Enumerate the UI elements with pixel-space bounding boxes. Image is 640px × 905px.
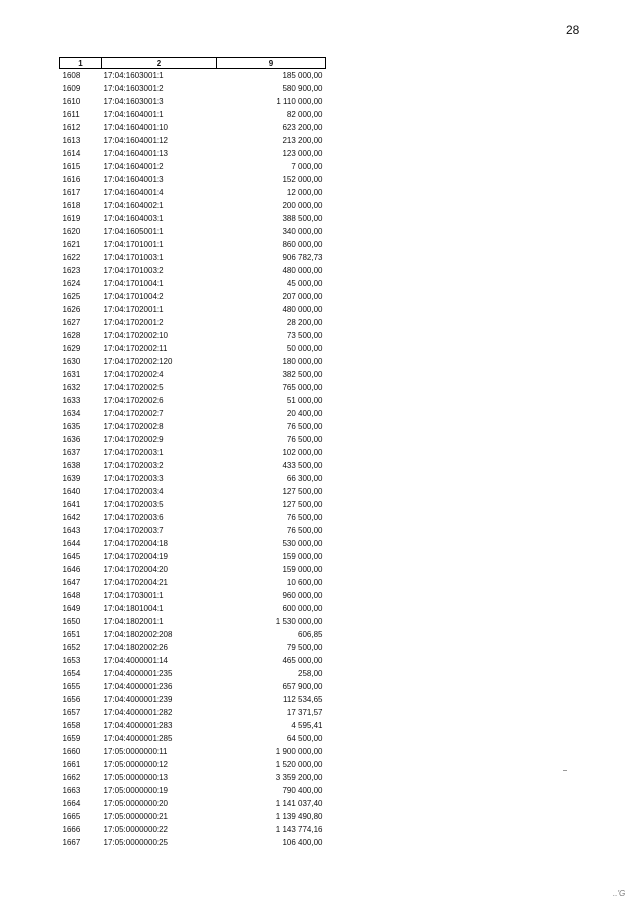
table-row — [60, 368, 326, 381]
value: 185 000,00 — [282, 71, 323, 80]
cadastral-number: 17:05:0000000:25 — [103, 838, 169, 847]
cadastral-number: 17:04:1802002:26 — [103, 643, 169, 652]
cadastral-number: 17:04:1702001:1 — [103, 305, 164, 314]
row-number: 1611 — [62, 110, 80, 119]
value: 180 000,00 — [282, 357, 323, 366]
cadastral-number: 17:04:1702003:2 — [103, 461, 164, 470]
table-row — [60, 537, 326, 550]
value: 1 143 774,16 — [275, 825, 323, 834]
table-row — [60, 381, 326, 394]
cadastral-number: 17:04:1702002:11 — [103, 344, 168, 353]
cadastral-number: 17:04:4000001:282 — [103, 708, 173, 717]
table-row — [60, 407, 326, 420]
table-row — [60, 446, 326, 459]
row-number: 1641 — [62, 500, 81, 509]
table-row — [60, 290, 326, 303]
table-row — [60, 199, 326, 212]
table-row — [60, 394, 326, 407]
row-number: 1663 — [62, 786, 81, 795]
header-col-9: 9 — [217, 58, 326, 69]
row-number: 1666 — [62, 825, 81, 834]
value: 82 000,00 — [286, 110, 323, 119]
row-number: 1662 — [62, 773, 81, 782]
value: 860 000,00 — [282, 240, 323, 249]
value: 1 110 000,00 — [276, 97, 323, 106]
value: 606,85 — [298, 630, 323, 639]
cadastral-number: 17:04:1603001:1 — [103, 71, 164, 80]
table-row — [60, 576, 326, 589]
value: 12 000,00 — [286, 188, 323, 197]
table-row — [60, 667, 326, 680]
value: 530 000,00 — [282, 539, 323, 548]
cadastral-number: 17:04:1603001:2 — [103, 84, 164, 93]
value: 207 000,00 — [282, 292, 323, 301]
row-number: 1626 — [62, 305, 81, 314]
cadastral-number: 17:04:1604002:1 — [103, 201, 164, 210]
value: 765 000,00 — [282, 383, 323, 392]
table-row — [60, 758, 326, 771]
cadastral-number: 17:04:1604001:4 — [103, 188, 164, 197]
cadastral-number: 17:04:1802002:208 — [103, 630, 173, 639]
cadastral-number: 17:04:1701003:2 — [103, 266, 164, 275]
table-row — [60, 355, 326, 368]
cadastral-number: 17:04:1702004:21 — [103, 578, 169, 587]
value: 20 400,00 — [286, 409, 323, 418]
table-row — [60, 615, 326, 628]
row-number: 1612 — [62, 123, 81, 132]
table-row — [60, 797, 326, 810]
table-row — [60, 524, 326, 537]
table-row — [60, 316, 326, 329]
row-number: 1614 — [62, 149, 81, 158]
row-number: 1633 — [62, 396, 81, 405]
stray-mark — [563, 770, 567, 771]
cadastral-number: 17:05:0000000:22 — [103, 825, 169, 834]
row-number: 1631 — [62, 370, 81, 379]
value: 790 400,00 — [282, 786, 323, 795]
row-number: 1619 — [62, 214, 81, 223]
cadastral-number: 17:05:0000000:20 — [103, 799, 169, 808]
value: 76 500,00 — [286, 422, 323, 431]
row-number: 1610 — [62, 97, 81, 106]
value: 102 000,00 — [282, 448, 323, 457]
row-number: 1657 — [62, 708, 81, 717]
cadastral-number: 17:04:1702002:7 — [103, 409, 164, 418]
cadastral-number: 17:04:1604003:1 — [103, 214, 164, 223]
cadastral-number: 17:04:1702002:6 — [103, 396, 164, 405]
table-row — [60, 485, 326, 498]
value: 600 000,00 — [282, 604, 323, 613]
table-row — [60, 680, 326, 693]
value: 213 200,00 — [282, 136, 323, 145]
table-row — [60, 563, 326, 576]
cadastral-number: 17:04:1702003:6 — [103, 513, 164, 522]
row-number: 1660 — [62, 747, 81, 756]
cadastral-number: 17:04:1604001:1 — [103, 110, 164, 119]
value: 388 500,00 — [282, 214, 323, 223]
row-number: 1648 — [62, 591, 81, 600]
header-col-1: 1 — [60, 58, 102, 69]
table-row — [60, 498, 326, 511]
cadastral-number: 17:04:1701004:2 — [103, 292, 164, 301]
cadastral-number: 17:04:4000001:14 — [103, 656, 169, 665]
row-number: 1659 — [62, 734, 81, 743]
table-row — [60, 706, 326, 719]
row-number: 1625 — [62, 292, 81, 301]
cadastral-number: 17:04:1604001:2 — [103, 162, 164, 171]
table-row — [60, 836, 326, 849]
table-row — [60, 810, 326, 823]
page-number: 28 — [566, 23, 580, 37]
cadastral-number: 17:05:0000000:21 — [103, 812, 169, 821]
table-row — [60, 459, 326, 472]
value: 480 000,00 — [282, 305, 323, 314]
value: 1 139 490,80 — [275, 812, 323, 821]
cadastral-number: 17:04:1802001:1 — [103, 617, 164, 626]
value: 1 141 037,40 — [275, 799, 323, 808]
cadastral-number: 17:05:0000000:12 — [103, 760, 169, 769]
cadastral-number: 17:04:1702004:18 — [103, 539, 169, 548]
cadastral-number: 17:04:1702003:7 — [103, 526, 164, 535]
value: 73 500,00 — [286, 331, 323, 340]
row-number: 1644 — [62, 539, 81, 548]
value: 906 782,73 — [282, 253, 323, 262]
row-number: 1628 — [62, 331, 81, 340]
cadastral-number: 17:04:4000001:236 — [103, 682, 173, 691]
value: 340 000,00 — [282, 227, 323, 236]
cadastral-number: 17:04:1701004:1 — [103, 279, 164, 288]
cadastral-number: 17:05:0000000:11 — [103, 747, 168, 756]
value: 64 500,00 — [286, 734, 323, 743]
value: 657 900,00 — [282, 682, 323, 691]
value: 433 500,00 — [282, 461, 323, 470]
table-row — [60, 186, 326, 199]
row-number: 1608 — [62, 71, 81, 80]
row-number: 1621 — [62, 240, 81, 249]
row-number: 1653 — [62, 656, 81, 665]
data-table — [59, 57, 326, 849]
value: 960 000,00 — [282, 591, 323, 600]
cadastral-number: 17:04:1702002:120 — [103, 357, 173, 366]
cadastral-number: 17:04:4000001:235 — [103, 669, 173, 678]
cadastral-number: 17:04:1702004:19 — [103, 552, 169, 561]
row-number: 1630 — [62, 357, 81, 366]
row-number: 1634 — [62, 409, 81, 418]
row-number: 1639 — [62, 474, 81, 483]
row-number: 1652 — [62, 643, 81, 652]
value: 1 900 000,00 — [275, 747, 323, 756]
row-number: 1618 — [62, 201, 81, 210]
table-row — [60, 121, 326, 134]
row-number: 1627 — [62, 318, 81, 327]
value: 123 000,00 — [282, 149, 323, 158]
cadastral-number: 17:04:1702001:2 — [103, 318, 164, 327]
value: 159 000,00 — [282, 565, 323, 574]
row-number: 1635 — [62, 422, 81, 431]
row-number: 1620 — [62, 227, 81, 236]
row-number: 1646 — [62, 565, 81, 574]
cadastral-number: 17:04:1801004:1 — [103, 604, 164, 613]
value: 106 400,00 — [282, 838, 323, 847]
header-col-2: 2 — [102, 58, 217, 69]
value: 127 500,00 — [282, 487, 323, 496]
row-number: 1623 — [62, 266, 81, 275]
cadastral-number: 17:04:1604001:10 — [103, 123, 169, 132]
cadastral-number: 17:05:0000000:13 — [103, 773, 169, 782]
value: 127 500,00 — [282, 500, 323, 509]
row-number: 1655 — [62, 682, 81, 691]
row-number: 1622 — [62, 253, 81, 262]
table-row — [60, 511, 326, 524]
cadastral-number: 17:04:1702002:10 — [103, 331, 169, 340]
value: 76 500,00 — [286, 513, 323, 522]
cadastral-number: 17:04:1702002:9 — [103, 435, 164, 444]
table-row — [60, 82, 326, 95]
row-number: 1613 — [62, 136, 81, 145]
value: 28 200,00 — [286, 318, 323, 327]
row-number: 1661 — [62, 760, 81, 769]
row-number: 1647 — [62, 578, 81, 587]
cadastral-number: 17:04:1604001:12 — [103, 136, 169, 145]
table-row — [60, 771, 326, 784]
row-number: 1642 — [62, 513, 81, 522]
value: 3 359 200,00 — [275, 773, 323, 782]
cadastral-number: 17:04:1702002:4 — [103, 370, 164, 379]
cadastral-number: 17:05:0000000:19 — [103, 786, 169, 795]
value: 76 500,00 — [286, 526, 323, 535]
value: 623 200,00 — [282, 123, 323, 132]
value: 1 530 000,00 — [275, 617, 323, 626]
cadastral-number: 17:04:1701001:1 — [103, 240, 164, 249]
table-row — [60, 342, 326, 355]
corner-mark: ..'G — [613, 889, 626, 898]
cadastral-number: 17:04:1702003:4 — [103, 487, 164, 496]
table-row — [60, 784, 326, 797]
row-number: 1629 — [62, 344, 81, 353]
cadastral-number: 17:04:1603001:3 — [103, 97, 164, 106]
row-number: 1645 — [62, 552, 81, 561]
row-number: 1637 — [62, 448, 81, 457]
table-row — [60, 745, 326, 758]
value: 382 500,00 — [282, 370, 323, 379]
value: 1 520 000,00 — [275, 760, 323, 769]
table-row — [60, 277, 326, 290]
table-row — [60, 654, 326, 667]
value: 51 000,00 — [286, 396, 323, 405]
table-row — [60, 69, 326, 83]
value: 4 595,41 — [291, 721, 323, 730]
data-table-container — [59, 57, 325, 849]
table-row — [60, 628, 326, 641]
value: 17 371,57 — [286, 708, 323, 717]
cadastral-number: 17:04:1605001:1 — [103, 227, 164, 236]
table-header-row — [60, 58, 326, 69]
row-number: 1665 — [62, 812, 81, 821]
table-row — [60, 420, 326, 433]
cadastral-number: 17:04:1702003:1 — [103, 448, 164, 457]
cadastral-number: 17:04:1604001:13 — [103, 149, 169, 158]
row-number: 1654 — [62, 669, 81, 678]
row-number: 1636 — [62, 435, 81, 444]
value: 76 500,00 — [286, 435, 323, 444]
row-number: 1643 — [62, 526, 81, 535]
table-row — [60, 147, 326, 160]
value: 10 600,00 — [286, 578, 323, 587]
row-number: 1649 — [62, 604, 81, 613]
cadastral-number: 17:04:4000001:239 — [103, 695, 173, 704]
table-row — [60, 251, 326, 264]
table-row — [60, 95, 326, 108]
value: 50 000,00 — [286, 344, 323, 353]
value: 580 900,00 — [282, 84, 323, 93]
cadastral-number: 17:04:4000001:285 — [103, 734, 173, 743]
cadastral-number: 17:04:1703001:1 — [103, 591, 164, 600]
row-number: 1640 — [62, 487, 81, 496]
table-row — [60, 264, 326, 277]
table-row — [60, 160, 326, 173]
cadastral-number: 17:04:1701003:1 — [103, 253, 164, 262]
table-row — [60, 433, 326, 446]
table-row — [60, 212, 326, 225]
table-row — [60, 472, 326, 485]
row-number: 1609 — [62, 84, 81, 93]
value: 258,00 — [298, 669, 323, 678]
table-row — [60, 589, 326, 602]
cadastral-number: 17:04:1702004:20 — [103, 565, 169, 574]
row-number: 1664 — [62, 799, 81, 808]
cadastral-number: 17:04:4000001:283 — [103, 721, 173, 730]
value: 45 000,00 — [286, 279, 323, 288]
value: 152 000,00 — [282, 175, 323, 184]
row-number: 1616 — [62, 175, 81, 184]
value: 112 534,65 — [283, 695, 323, 704]
table-row — [60, 238, 326, 251]
cadastral-number: 17:04:1702002:5 — [103, 383, 164, 392]
value: 200 000,00 — [282, 201, 323, 210]
table-row — [60, 693, 326, 706]
row-number: 1615 — [62, 162, 81, 171]
value: 66 300,00 — [286, 474, 323, 483]
table-row — [60, 823, 326, 836]
cadastral-number: 17:04:1702002:8 — [103, 422, 164, 431]
table-row — [60, 108, 326, 121]
table-row — [60, 225, 326, 238]
table-row — [60, 134, 326, 147]
row-number: 1658 — [62, 721, 81, 730]
row-number: 1656 — [62, 695, 81, 704]
row-number: 1638 — [62, 461, 81, 470]
cadastral-number: 17:04:1702003:5 — [103, 500, 164, 509]
table-row — [60, 602, 326, 615]
value: 159 000,00 — [282, 552, 323, 561]
table-row — [60, 329, 326, 342]
value: 7 000,00 — [291, 162, 323, 171]
row-number: 1651 — [62, 630, 81, 639]
table-row — [60, 732, 326, 745]
table-row — [60, 719, 326, 732]
value: 79 500,00 — [286, 643, 323, 652]
row-number: 1667 — [62, 838, 81, 847]
cadastral-number: 17:04:1702003:3 — [103, 474, 164, 483]
table-row — [60, 173, 326, 186]
table-row — [60, 303, 326, 316]
table-body — [60, 69, 326, 850]
row-number: 1650 — [62, 617, 81, 626]
value: 465 000,00 — [282, 656, 323, 665]
row-number: 1624 — [62, 279, 81, 288]
table-row — [60, 550, 326, 563]
row-number: 1617 — [62, 188, 81, 197]
cadastral-number: 17:04:1604001:3 — [103, 175, 164, 184]
table-row — [60, 641, 326, 654]
row-number: 1632 — [62, 383, 81, 392]
value: 480 000,00 — [282, 266, 323, 275]
